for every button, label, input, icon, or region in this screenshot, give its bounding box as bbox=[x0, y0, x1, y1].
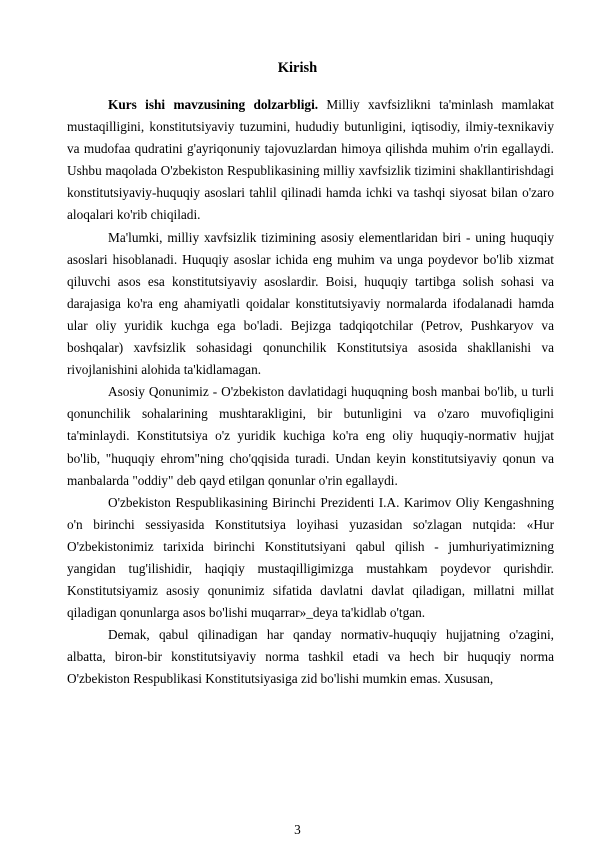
paragraph-text: Asosiy Qonunimiz - O'zbekiston davlatidagi huquqning bosh manbai bo'lib, u turli qonunchilik sohalarining mushtarakligini, bir butunligini va o'zaro muvofiqligini ta'minlaydi. Konstitutsiya o'z yuridik kuchiga ko'ra eng oliy huquqiy-normativ hujjat bo'lib, "huquqiy ehrom"ning cho'qqisida turadi. Undan keyin konstitutsiyaviy qonun va manbalarda "oddiy" deb qayd etilgan qonunlar o'rin egallaydi. bbox=[67, 384, 554, 488]
paragraph-lead: Kurs ishi mavzusining dolzarbligi. bbox=[108, 97, 319, 112]
body-text bbox=[67, 94, 554, 691]
paragraph bbox=[67, 227, 554, 382]
paragraph-text: O'zbekiston Respublikasining Birinchi Prezidenti I.A. Karimov Oliy Kengashning o'n birinchi sessiyasida Konstitutsiya loyihasi yuzasidan so'zlagan nutqida: «Hur O'zbekistonimiz tarixida birinchi Konstitutsiyani qabul qilish - jumhuriyatimizning yangidan tug'ilishidir, haqiqiy mustaqilligimizga mustahkam poydevor qurishdir. Konstitutsiyamiz asosiy qonunimiz sifatida davlatni davlat qiladigan, millatni millat qiladigan qonunlarga asos bo'lishi muqarrar»_deya ta'kidlab o'tgan. bbox=[67, 494, 554, 621]
paragraph bbox=[67, 94, 554, 227]
paragraph bbox=[67, 381, 554, 491]
paragraph bbox=[67, 492, 554, 625]
page-number: 3 bbox=[294, 822, 301, 837]
paragraph-text: Milliy xavfsizlikni ta'minlash mamlakat mustaqilligini, konstitutsiyaviy tuzumini, hududiy butunligini, iqtisodiy, ilmiy-texnikaviy va mudofaa qudratini g'ayriqonuniy tajovuzlardan himoya qilishda muhim o'rin egallaydi. Ushbu maqolada O'zbekiston Respublikasining milliy xavfsizlik tizimini shakllantirishdagi konstitutsiyaviy-huquqiy asoslari tahlil qilinadi hamda ichki va tashqi siyosat bilan o'zaro aloqalari ko'rib chiqiladi. bbox=[67, 97, 554, 223]
paragraph-text: Ma'lumki, milliy xavfsizlik tizimining asosiy elementlaridan biri - uning huquqiy asoslari hisoblanadi. Huquqiy asoslar ichida eng muhim va unga poydevor bo'lib xizmat qiluvchi asos esa konstitutsiyaviy asoslardir. Boisi, huquqiy tartibga solish sohasi va darajasiga ko'ra eng ahamiyatli qoidalar konstitutsiyaviy normalarda ifodalanadi hamda ular oliy yuridik kuchga ega bo'ladi. Bejizga tadqiqotchilar (Petrov, Pushkaryov va boshqalar) xavfsizlik sohasidagi qonunchilik Konstitutsiya asosida shakllanishi va rivojlanishini alohida ta'kidlamagan. bbox=[67, 229, 554, 378]
page-title: Kirish bbox=[277, 60, 318, 76]
paragraph-text: Demak, qabul qilinadigan har qanday normativ-huquqiy hujjatning o'zagini, albatta, biron-bir konstitutsiyaviy norma tashkil etadi va hech bir huquqiy norma O'zbekiston Respublikasi Konstitutsiyasiga zid bo'lishi mumkin emas. Xususan, bbox=[67, 627, 554, 687]
paragraph bbox=[67, 624, 554, 690]
